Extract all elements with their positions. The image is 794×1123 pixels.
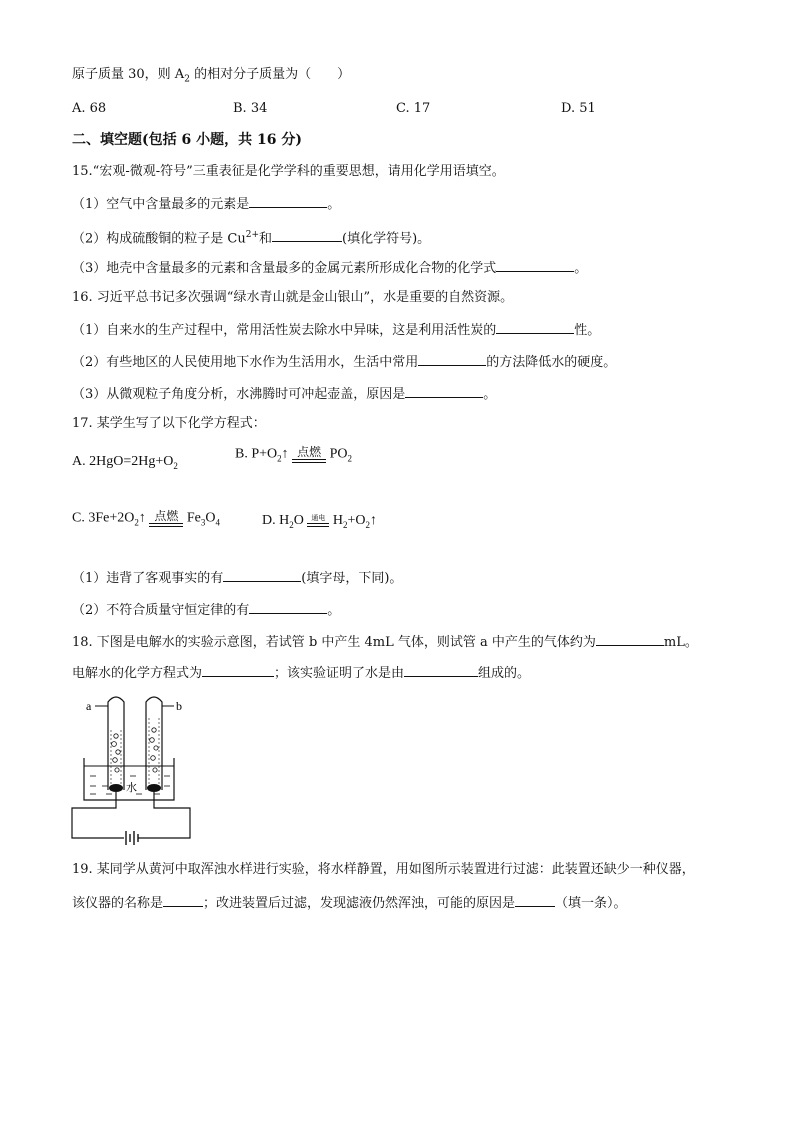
answer-blank[interactable] — [202, 663, 274, 677]
answer-blank[interactable] — [163, 893, 203, 907]
answer-blank[interactable] — [249, 194, 327, 208]
label-b: b — [176, 699, 182, 713]
answer-blank[interactable] — [418, 352, 486, 366]
answer-blank[interactable] — [596, 632, 664, 646]
answer-blank[interactable] — [405, 384, 483, 398]
q16-stem: 16. 习近平总书记多次强调“绿水青山就是金山银山”，水是重要的自然资源。 — [72, 290, 514, 305]
q17-stem: 17. 某学生写了以下化学方程式： — [72, 416, 266, 431]
electrode-b — [147, 784, 161, 792]
q19-line1: 19. 某同学从黄河中取浑浊水样进行实验，将水样静置，用如图所示装置进行过滤：此装置还缺少一种仪器， — [72, 862, 695, 877]
electrolysis-diagram — [66, 690, 216, 850]
answer-blank[interactable] — [496, 320, 574, 334]
label-a: a — [86, 699, 92, 713]
q15-part3: （3）地壳中含量最多的元素和含量最多的金属元素所形成化合物的化学式 。 — [72, 258, 587, 278]
q15-part2: （2）构成硫酸铜的粒子是 $Cu^{2+}$和 (填化学符号)。 — [72, 230, 431, 247]
reaction-condition: 点燃 — [292, 446, 326, 463]
q17-part1: （1）违背了客观事实的有 (填字母，下同)。 — [72, 568, 402, 588]
answer-blank[interactable] — [496, 258, 574, 272]
q16-part2: （2）有些地区的人民使用地下水作为生活用水，生活中常用 的方法降低水的硬度。 — [72, 352, 616, 372]
q16-part3: （3）从微观粒子角度分析，水沸腾时可冲起壶盖，原因是 。 — [72, 384, 496, 404]
q15-stem: 15.“宏观-微观-符号”三重表征是化学学科的重要思想，请用化学用语填空。 — [72, 164, 505, 179]
section-title: 二、填空题(包括 6 小题，共 16 分) — [72, 132, 302, 148]
q18-line2: 电解水的化学方程式为 ；该实验证明了水是由 组成的。 — [72, 663, 530, 683]
q16-part1: （1）自来水的生产过程中，常用活性炭去除水中异味，这是利用活性炭的 性。 — [72, 320, 600, 340]
q14-option-a: A. 68 — [72, 101, 107, 116]
equation-d: D. $H_2O$ 通电 $H_2+O_2↑$ — [262, 513, 377, 530]
q14-option-c: C. 17 — [396, 101, 431, 116]
wire-right — [138, 792, 190, 838]
answer-blank[interactable] — [249, 600, 327, 614]
electrode-a — [109, 784, 123, 792]
q15-part1: （1）空气中含量最多的元素是 。 — [72, 194, 340, 214]
q14-continuation: 原子质量 30，则 $A_2$ 的相对分子质量为（ ） — [72, 67, 351, 85]
equation-b: B. $P+O_2↑$ 点燃 $PO_2$ — [235, 445, 353, 464]
test-tube-b — [146, 697, 162, 790]
q19-line2: 该仪器的名称是 ；改进装置后过滤，发现滤液仍然浑浊，可能的原因是 （填一条）。 — [72, 893, 627, 913]
q14-option-d: D. 51 — [561, 101, 596, 116]
q18-line1: 18. 下图是电解水的实验示意图，若试管 b 中产生 4mL 气体，则试管 a 中产生的气体约为 mL。 — [72, 632, 698, 652]
equation-c: C. $3Fe+2O_2↑$ 点燃 $Fe_3O_4$ — [72, 509, 220, 528]
wire-left — [72, 792, 124, 838]
answer-blank[interactable] — [223, 568, 301, 582]
q14-option-b: B. 34 — [233, 101, 268, 116]
answer-blank[interactable] — [272, 228, 342, 242]
water-label: 水 — [126, 781, 137, 794]
reaction-condition: 通电 — [307, 514, 329, 527]
answer-blank[interactable] — [515, 893, 555, 907]
answer-blank[interactable] — [404, 663, 478, 677]
q17-part2: （2）不符合质量守恒定律的有 。 — [72, 600, 340, 620]
equation-a: A. $2HgO=2Hg+O_2$ — [72, 454, 178, 471]
reaction-condition: 点燃 — [149, 510, 183, 527]
